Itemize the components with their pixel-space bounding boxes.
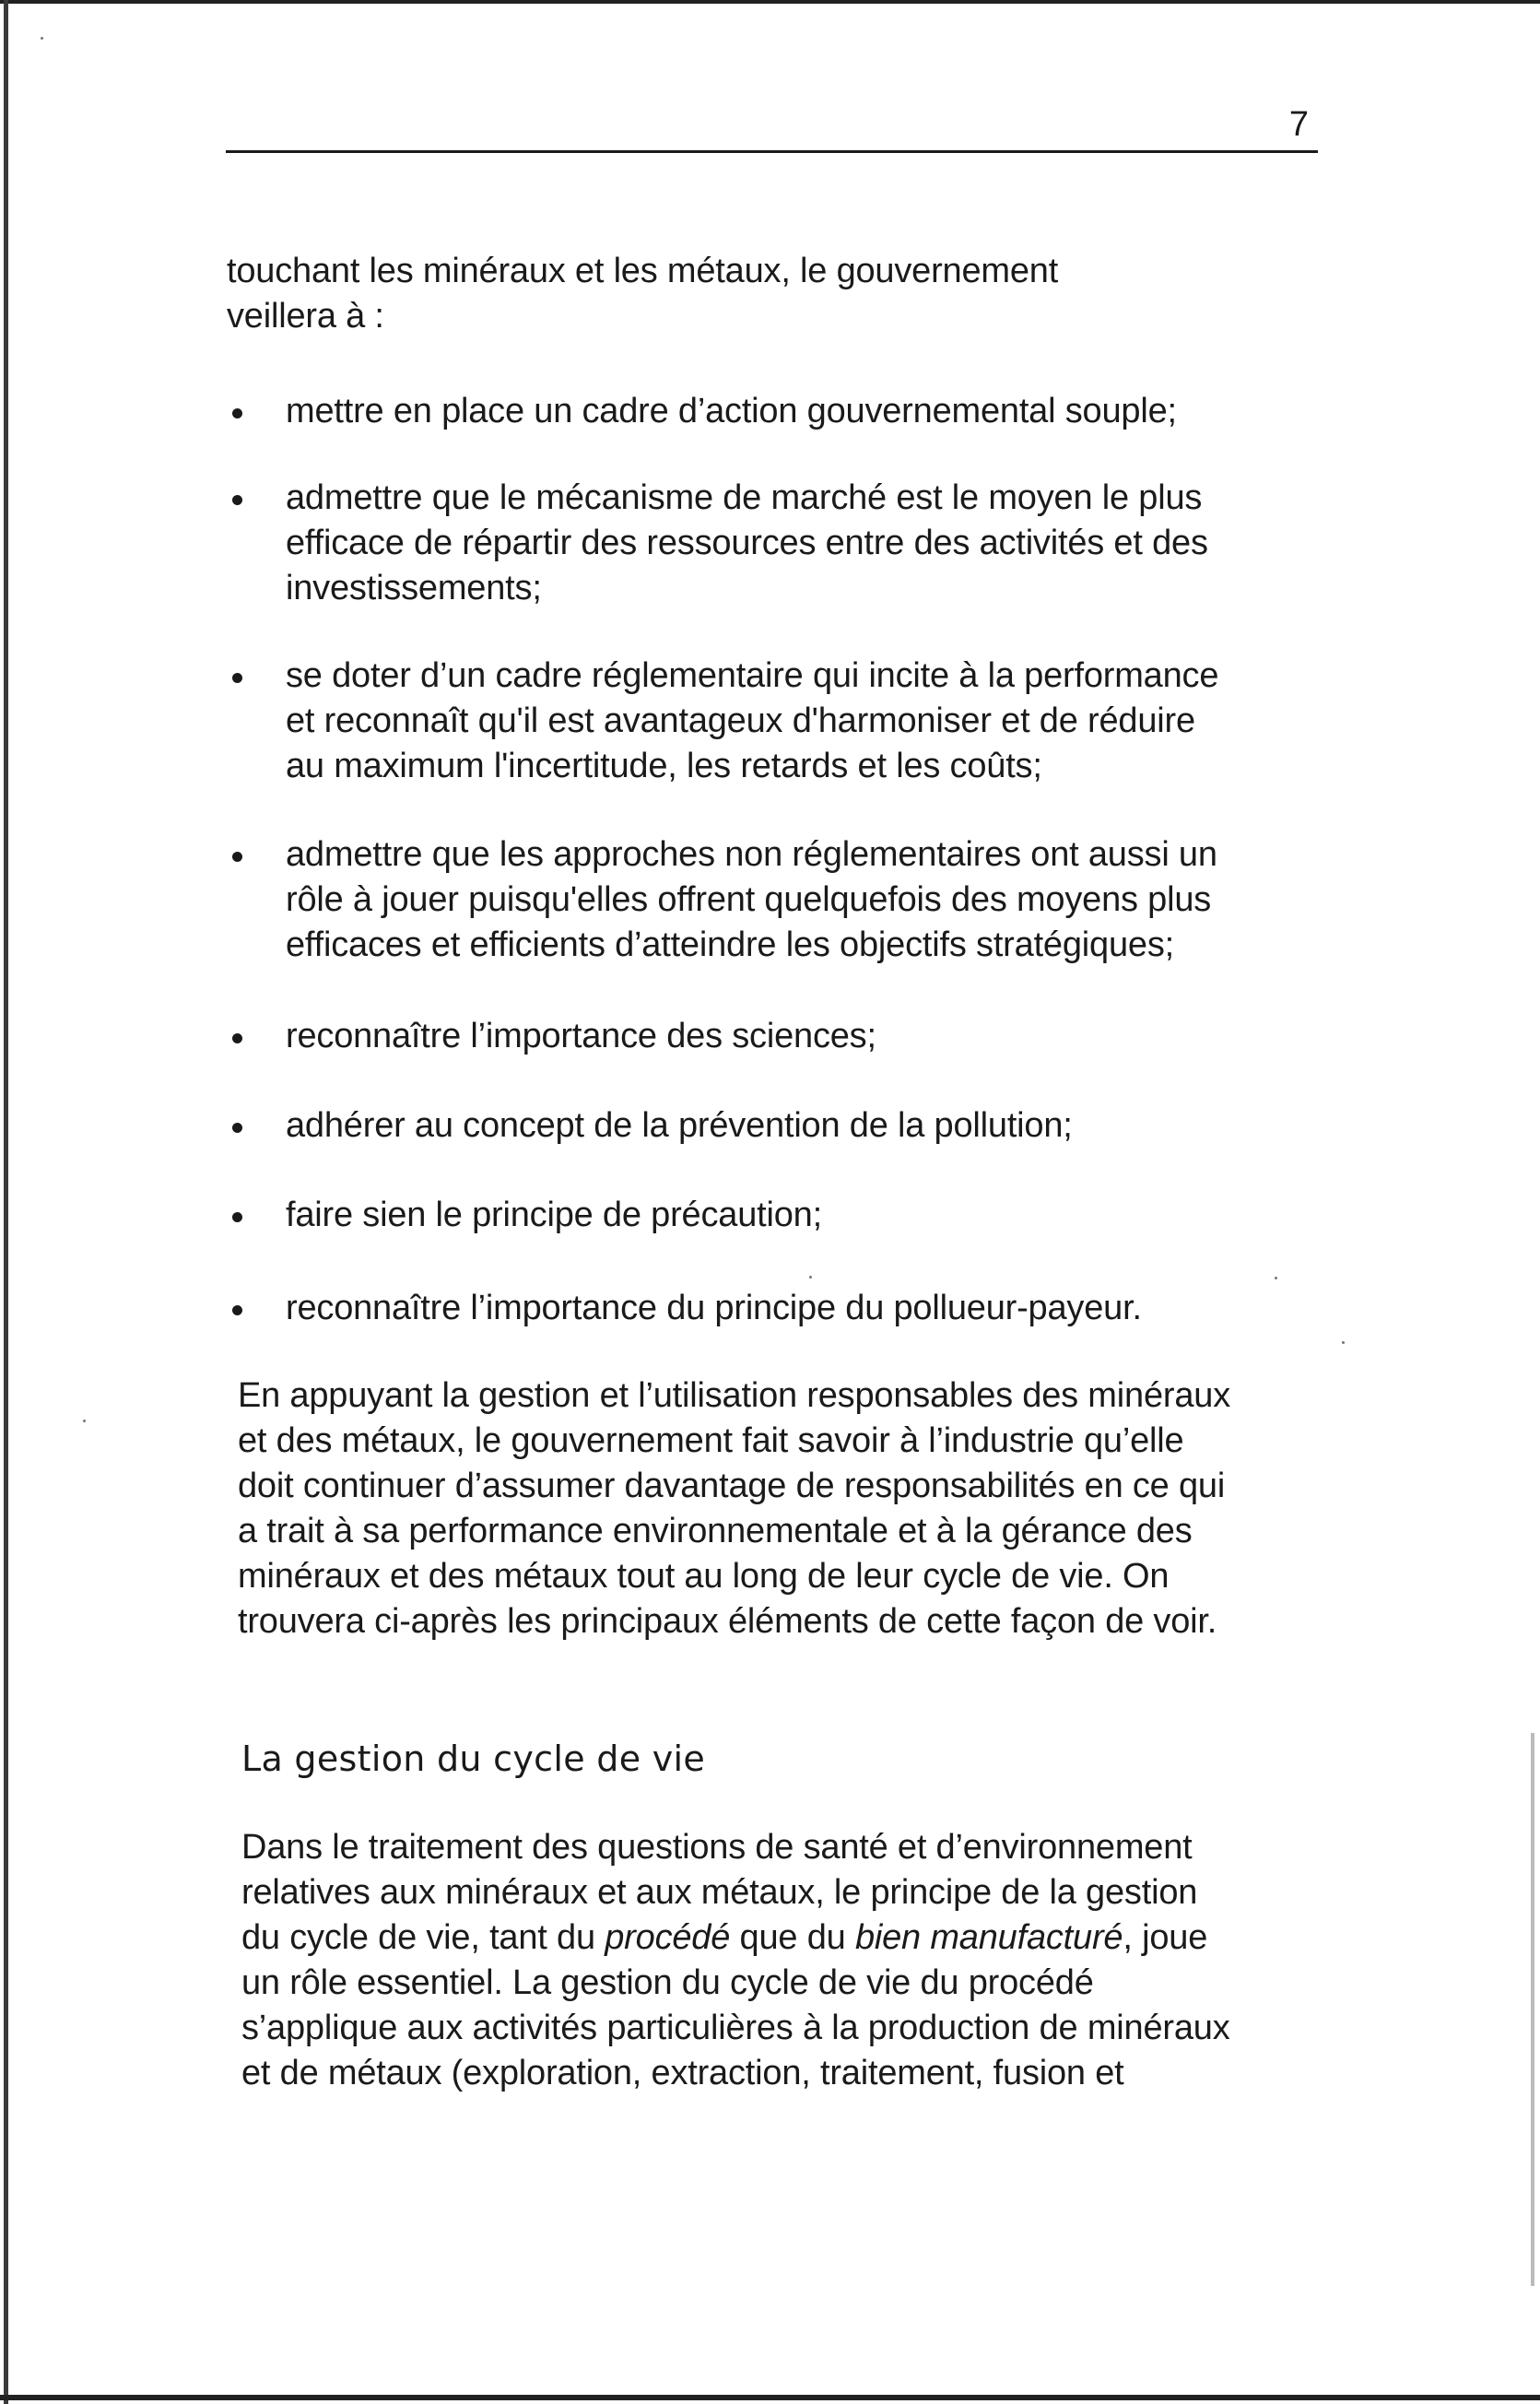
paragraph-line: un rôle essentiel. La gestion du cycle de vie du procédé xyxy=(241,1963,1094,2002)
bullet-line: admettre que les approches non réglementaires ont aussi un xyxy=(286,835,1217,874)
bullet-icon xyxy=(232,852,242,862)
scan-edge-bottom xyxy=(0,2395,1540,2400)
body-paragraph xyxy=(241,1825,1347,2096)
bullet-line: faire sien le principe de précaution; xyxy=(286,1196,822,1234)
scan-speck xyxy=(83,1420,86,1422)
bullet-text xyxy=(286,832,1327,968)
bullet-line: reconnaître l’importance du principe du pollueur-payeur. xyxy=(286,1289,1142,1327)
text-run: , joue xyxy=(1123,1918,1208,1957)
bullet-line: mettre en place un cadre d’action gouvernemental souple; xyxy=(286,392,1177,430)
bullet-text xyxy=(286,1286,1327,1331)
scan-edge-right xyxy=(1531,1733,1534,2286)
bullet-line: au maximum l'incertitude, les retards et les coûts; xyxy=(286,747,1042,785)
paragraph-line: En appuyant la gestion et l’utilisation responsables des minéraux xyxy=(238,1376,1230,1415)
bullet-icon xyxy=(232,673,242,683)
paragraph-line: s’applique aux activités particulières à la production de minéraux xyxy=(241,2009,1230,2047)
scan-speck xyxy=(1275,1277,1277,1279)
scan-edge-top xyxy=(0,0,1540,4)
paragraph-line: et de métaux (exploration, extraction, traitement, fusion et xyxy=(241,2054,1124,2092)
text-run: que du xyxy=(730,1918,855,1957)
paragraph-line: a trait à sa performance environnementale et à la gérance des xyxy=(238,1512,1193,1550)
bullet-icon xyxy=(232,495,242,505)
paragraph-line: doit continuer d’assumer davantage de responsabilités en ce qui xyxy=(238,1467,1226,1505)
bullet-text xyxy=(286,1103,1327,1149)
bullet-line: adhérer au concept de la prévention de la pollution; xyxy=(286,1106,1073,1145)
emphasis-text: bien manufacturé xyxy=(854,1918,1123,1957)
paragraph-line: Dans le traitement des questions de santé et d’environnement xyxy=(241,1828,1193,1867)
bullet-line: et reconnaît qu'il est avantageux d'harmoniser et de réduire xyxy=(286,701,1195,740)
paragraph-line xyxy=(241,1915,1347,1961)
intro-paragraph xyxy=(227,249,1314,339)
page-number: 7 xyxy=(1288,105,1309,144)
bullet-line: se doter d’un cadre réglementaire qui incite à la performance xyxy=(286,656,1219,695)
bullet-line: rôle à jouer puisqu'elles offrent quelquefois des moyens plus xyxy=(286,880,1212,919)
text-run: du cycle de vie, tant du xyxy=(241,1918,605,1957)
paragraph-line: minéraux et des métaux tout au long de leur cycle de vie. On xyxy=(238,1557,1170,1596)
paragraph-line: relatives aux minéraux et aux métaux, le principe de la gestion xyxy=(241,1873,1198,1912)
bullet-icon xyxy=(232,1033,242,1043)
scan-speck xyxy=(41,37,43,40)
header-rule xyxy=(226,150,1318,153)
bullet-line: efficaces et efficients d’atteindre les objectifs stratégiques; xyxy=(286,925,1174,964)
bullet-icon xyxy=(232,1212,242,1222)
bullet-text xyxy=(286,1193,1327,1238)
bullet-text xyxy=(286,1014,1327,1059)
scan-speck xyxy=(809,1276,812,1279)
section-heading: La gestion du cycle de vie xyxy=(241,1738,706,1779)
scan-edge-left xyxy=(4,0,8,2404)
bullet-icon xyxy=(232,1123,242,1133)
bullet-text xyxy=(286,654,1327,789)
intro-line: veillera à : xyxy=(227,297,384,336)
paragraph-line: et des métaux, le gouvernement fait savoir à l’industrie qu’elle xyxy=(238,1421,1184,1460)
bullet-line: investissements; xyxy=(286,569,542,607)
paragraph-line: trouvera ci-après les principaux éléments de cette façon de voir. xyxy=(238,1602,1217,1641)
intro-line: touchant les minéraux et les métaux, le gouvernement xyxy=(227,252,1059,290)
scan-speck xyxy=(1342,1341,1345,1344)
bullet-line: reconnaître l’importance des sciences; xyxy=(286,1017,876,1055)
bullet-text xyxy=(286,389,1327,434)
bullet-icon xyxy=(232,408,242,418)
bullet-line: admettre que le mécanisme de marché est le moyen le plus xyxy=(286,478,1203,517)
bullet-icon xyxy=(232,1305,242,1315)
body-paragraph xyxy=(238,1373,1334,1644)
bullet-line: efficace de répartir des ressources entre des activités et des xyxy=(286,524,1208,562)
emphasis-text: procédé xyxy=(605,1918,731,1957)
bullet-text xyxy=(286,476,1327,611)
